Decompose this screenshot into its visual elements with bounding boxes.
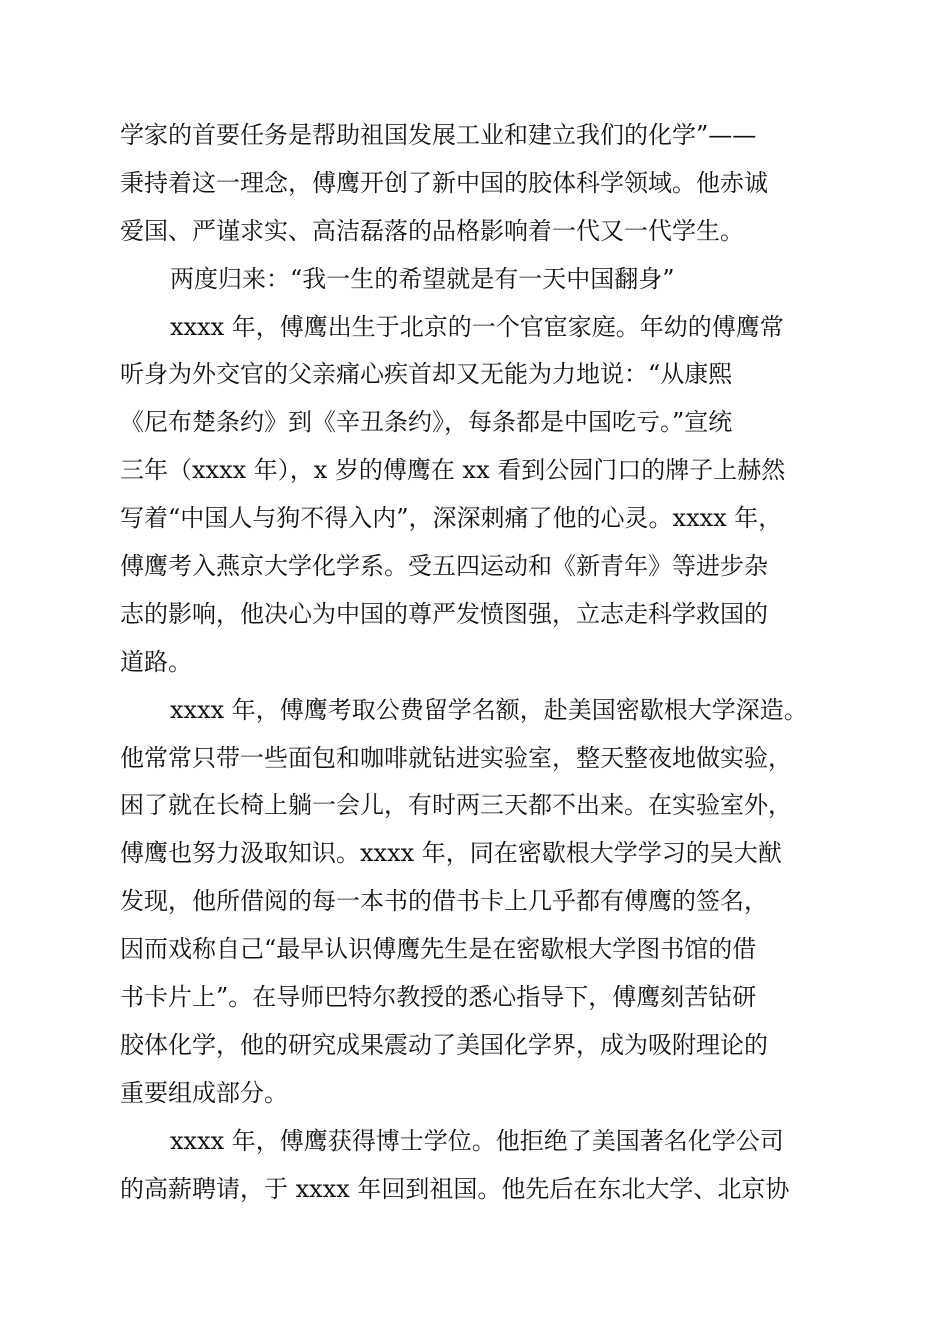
paragraph-start-line: xxxx 年，傅鹰考取公费留学名额，赴美国密歇根大学深造。 [170,695,808,724]
text-line: 重要组成部分。 [120,1078,288,1107]
text-line: 的高薪聘请，于 xxxx 年回到祖国。他先后在东北大学、北京协 [120,1174,790,1203]
text-line: 他常常只带一些面包和咖啡就钻进实验室，整天整夜地做实验， [120,743,792,772]
text-line: 道路。 [120,647,192,676]
text-line: 秉持着这一理念，傅鹰开创了新中国的胶体科学领域。他赤诚 [120,168,768,197]
paragraph-start-line: xxxx 年，傅鹰出生于北京的一个官宦家庭。年幼的傅鹰常 [170,312,784,341]
document-body [120,112,832,1213]
text-line: 傅鹰考入燕京大学化学系。受五四运动和《新青年》等进步杂 [120,552,768,581]
text-line: 书卡片上”。在导师巴特尔教授的悉心指导下，傅鹰刻苦钻研 [120,983,757,1012]
text-line: 爱国、严谨求实、高洁磊落的品格影响着一代又一代学生。 [120,216,744,245]
text-line: 胶体化学，他的研究成果震动了美国化学界，成为吸附理论的 [120,1030,768,1059]
text-line: 三年（xxxx 年），x 岁的傅鹰在 xx 看到公园门口的牌子上赫然 [120,456,786,485]
text-line: 听身为外交官的父亲痛心疾首却又无能为力地说：“从康熙 [120,360,733,389]
text-line: 因而戏称自己“最早认识傅鹰先生是在密歇根大学图书馆的借 [120,935,757,964]
section-heading: 两度归来：“我一生的希望就是有一天中国翻身” [170,264,675,293]
text-line: 志的影响，他决心为中国的尊严发愤图强，立志走科学救国的 [120,599,768,628]
text-line: 困了就在长椅上躺一会儿，有时两三天都不出来。在实验室外， [120,791,792,820]
text-line: 学家的首要任务是帮助祖国发展工业和建立我们的化学”—— [120,121,757,149]
text-line: 《尼布楚条约》到《辛丑条约》，每条都是中国吃亏。”宣统 [120,408,733,437]
text-line: 写着“中国人与狗不得入内”，深深刺痛了他的心灵。xxxx 年， [120,504,783,533]
paragraph-start-line: xxxx 年，傅鹰获得博士学位。他拒绝了美国著名化学公司 [170,1126,784,1155]
text-line: 发现，他所借阅的每一本书的借书卡上几乎都有傅鹰的签名， [120,887,768,916]
text-line: 傅鹰也努力汲取知识。xxxx 年，同在密歇根大学学习的吴大猷 [120,839,782,868]
